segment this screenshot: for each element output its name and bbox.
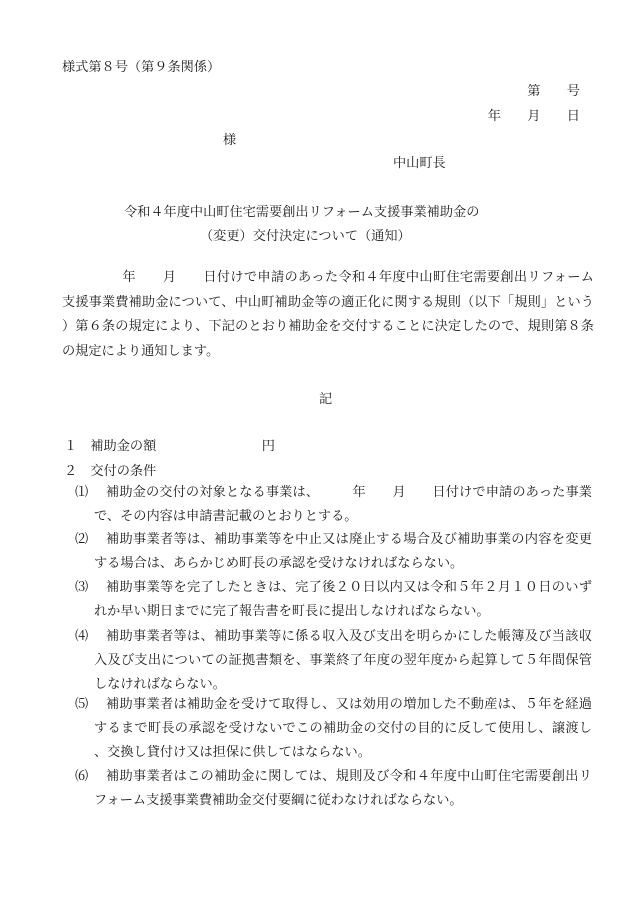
ki-heading: 記 [319,392,333,407]
condition-text: 補助事業者は補助金を受けて取得し、又は効用の増加した不動産は、５年を経過するまで町長の承認を受けないでこの補助金の交付の目的に反して使用し、譲渡し、交換し貸付け又は担保に供してはならない。 [94,697,592,760]
form-number: 様式第８号（第９条関係） [62,60,221,75]
document-title-line1: 令和４年度中山町住宅需要創出リフォーム支援事業補助金の [124,205,480,220]
addressee: 様 [223,133,237,148]
condition-2 [75,528,592,576]
condition-text: 補助事業等を完了したときは、完了後２０日以内又は令和５年２月１０日のいずれか早い期日までに完了報告書を町長に提出しなければならない。 [94,580,592,619]
condition-text: 補助事業者等は、補助事業等を中止又は廃止する場合及び補助事業の内容を変更する場合は、あらかじめ町長の承認を受けなければならない。 [94,532,592,571]
condition-number: ⑹ [75,769,89,784]
document-title-line2: （変更）交付決定について（通知） [200,229,411,244]
document-number: 第 号 [527,84,580,99]
body-paragraph [62,266,594,364]
condition-number: ⑷ [75,629,89,644]
condition-text: 補助事業者等は、補助事業等に係る収入及び支出を明らかにした帳簿及び当該収入及び支出についての証拠書類を、事業終了年度の翌年度から起算して５年間保管しなければならない。 [94,629,592,692]
issuer: 中山町長 [393,156,446,171]
condition-3 [75,576,592,624]
condition-5 [75,693,592,765]
condition-number: ⑴ [75,485,89,500]
condition-text: 補助金の交付の対象となる事業は、 年 月 日付けで申請のあった事業で、その内容は申請書記載のとおりとする。 [94,485,592,524]
body-text: 年 月 日付けで申請のあった令和４年度中山町住宅需要創出リフォーム支援事業費補助金について、中山町補助金等の適正化に関する規則（以下「規則」という）第６条の規定により、下記のとおり補助金を交付することに決定したので、規則第８条の規定により通知します。 [62,270,594,359]
item-subsidy-amount: １ 補助金の額 円 [64,439,275,454]
condition-1 [75,481,592,529]
condition-6 [75,765,592,813]
condition-text: 補助事業者はこの補助金に関しては、規則及び令和４年度中山町住宅需要創出リフォーム支援事業費補助金交付要綱に従わなければならない。 [94,769,592,808]
condition-number: ⑶ [75,580,89,595]
condition-4 [75,625,592,697]
condition-number: ⑵ [75,532,89,547]
condition-number: ⑸ [75,697,89,712]
item-conditions: ２ 交付の条件 [64,464,157,479]
issue-date: 年 月 日 [487,109,580,124]
